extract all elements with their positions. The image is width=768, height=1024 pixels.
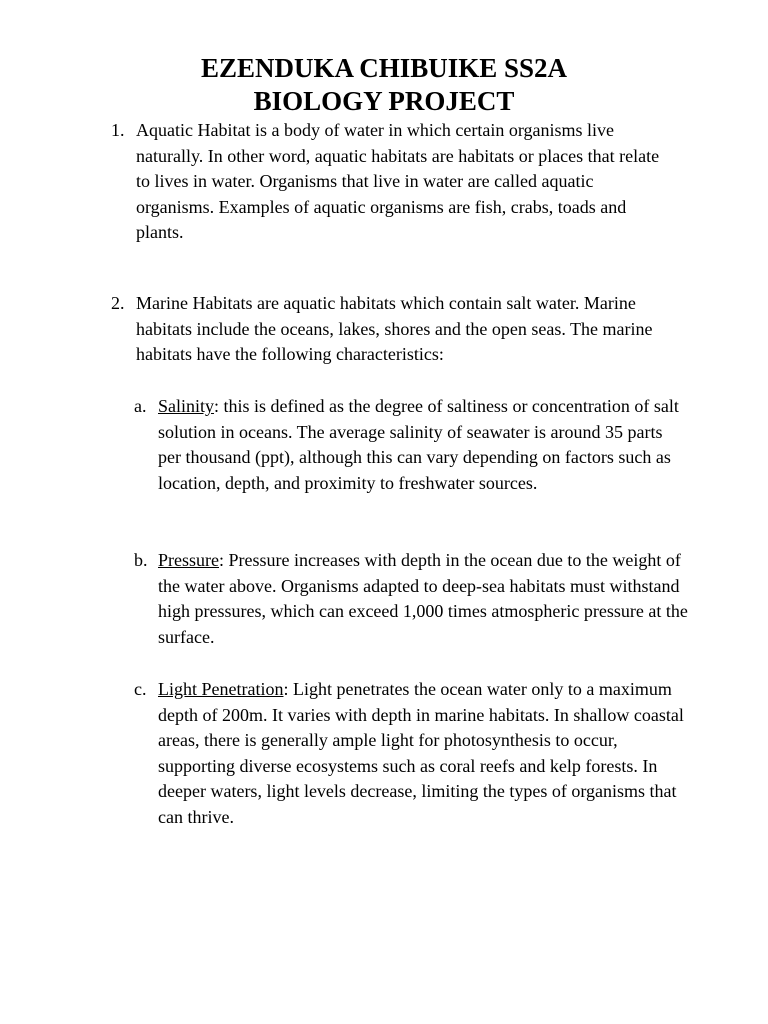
document-title-line2: BIOLOGY PROJECT — [253, 86, 515, 116]
definition-pressure: : Pressure increases with depth in the ocean due to the weight of the water above. Organisms adapted to deep-sea habitats must withstand high pressures, which can exceed 1,000 times atmospheric pressure at the surface. — [158, 550, 688, 647]
definition-salinity: : this is defined as the degree of saltiness or concentration of salt solution in oceans. The average salinity of seawater is around 35 parts per thousand (ppt), although this can vary depending on factors such as location, depth, and proximity to freshwater sources. — [158, 396, 679, 493]
term-salinity: Salinity — [158, 396, 215, 416]
sublist-letter: b. — [134, 550, 148, 570]
list-number: 2. — [111, 293, 125, 313]
sublist-item-text — [158, 394, 688, 496]
list-item-text: Aquatic Habitat is a body of water in which certain organisms live naturally. In other word, aquatic habitats are habitats or places that relate to lives in water. Organisms that live in water are called aquatic organisms. Examples of aquatic organisms are fish, crabs, toads and plants. — [136, 120, 660, 243]
sublist-letter: c. — [134, 679, 147, 699]
document-title-line1: EZENDUKA CHIBUIKE SS2A — [200, 53, 568, 83]
term-light-penetration: Light Penetration — [158, 679, 284, 699]
sublist-letter: a. — [134, 396, 147, 416]
list-number: 1. — [111, 120, 125, 140]
term-pressure: Pressure — [158, 550, 219, 570]
definition-light-penetration: : Light penetrates the ocean water only to a maximum depth of 200m. It varies with depth in marine habitats. In shallow coastal areas, there is generally ample light for photosynthesis to occur, supporting diverse ecosystems such as coral reefs and kelp forests. In deeper waters, light levels decrease, limiting the types of organisms that can thrive. — [158, 679, 684, 827]
list-item-text: Marine Habitats are aquatic habitats which contain salt water. Marine habitats include the oceans, lakes, shores and the open seas. The marine habitats have the following characteristics: — [136, 293, 653, 365]
sublist-item-text — [158, 677, 688, 831]
sublist-item-text — [158, 548, 688, 650]
